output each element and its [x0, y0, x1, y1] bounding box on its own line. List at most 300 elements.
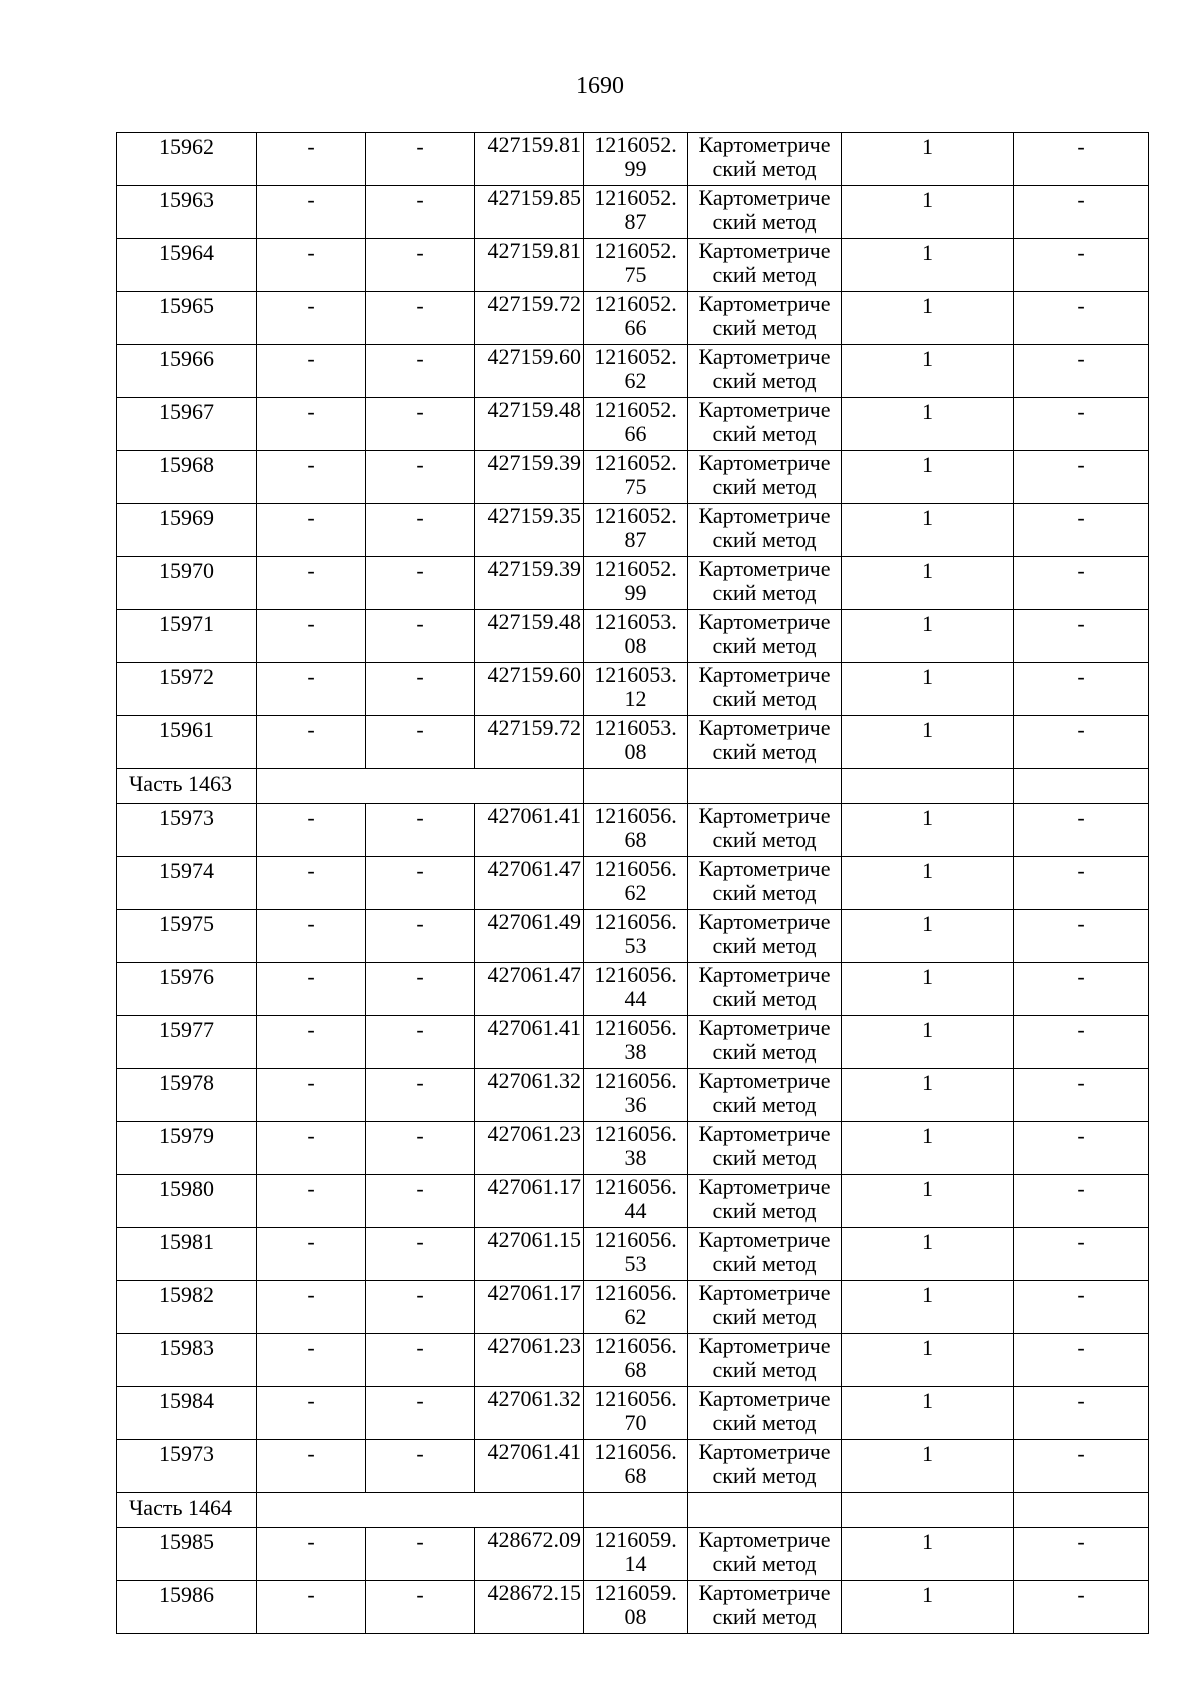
table-row	[117, 910, 1149, 963]
part-empty-cell	[257, 769, 584, 804]
coord-y-line1: 1216053.	[594, 662, 677, 687]
method-line2: ский метод	[712, 1092, 817, 1117]
coord-y	[584, 1175, 688, 1228]
method-line2: ский метод	[712, 1304, 817, 1329]
old-x: -	[257, 1175, 366, 1228]
coord-y-line2: 53	[624, 1251, 647, 1276]
method	[688, 345, 842, 398]
coord-x: 427061.41	[475, 1440, 584, 1493]
coord-y	[584, 239, 688, 292]
coord-y-line2: 68	[624, 1463, 647, 1488]
method-line2: ский метод	[712, 827, 817, 852]
accuracy: 1	[842, 910, 1014, 963]
point-number: 15961	[117, 716, 257, 769]
accuracy: 1	[842, 716, 1014, 769]
coord-y-line1: 1216059.	[594, 1580, 677, 1605]
accuracy: 1	[842, 963, 1014, 1016]
coord-y	[584, 910, 688, 963]
description: -	[1014, 716, 1149, 769]
old-y: -	[366, 1387, 475, 1440]
method-line1: Картометриче	[698, 291, 831, 316]
description: -	[1014, 857, 1149, 910]
table-row	[117, 1387, 1149, 1440]
old-y: -	[366, 133, 475, 186]
accuracy: 1	[842, 663, 1014, 716]
coord-x: 427061.41	[475, 1016, 584, 1069]
accuracy: 1	[842, 557, 1014, 610]
point-number: 15983	[117, 1334, 257, 1387]
accuracy: 1	[842, 133, 1014, 186]
accuracy: 1	[842, 1387, 1014, 1440]
method-line1: Картометриче	[698, 962, 831, 987]
description: -	[1014, 804, 1149, 857]
coord-x: 427159.81	[475, 239, 584, 292]
table-row	[117, 1228, 1149, 1281]
point-number: 15984	[117, 1387, 257, 1440]
table-row	[117, 1581, 1149, 1634]
old-x: -	[257, 451, 366, 504]
coord-y	[584, 1581, 688, 1634]
table-row	[117, 1281, 1149, 1334]
method-line2: ский метод	[712, 686, 817, 711]
coord-y	[584, 716, 688, 769]
coord-y	[584, 804, 688, 857]
part-label: Часть 1464	[117, 1493, 257, 1528]
method	[688, 186, 842, 239]
table-row	[117, 504, 1149, 557]
point-number: 15973	[117, 804, 257, 857]
method-line1: Картометриче	[698, 1580, 831, 1605]
part-empty-cell	[1014, 1493, 1149, 1528]
old-x: -	[257, 292, 366, 345]
part-empty-cell	[842, 769, 1014, 804]
old-y: -	[366, 557, 475, 610]
description: -	[1014, 345, 1149, 398]
coord-y-line1: 1216052.	[594, 291, 677, 316]
coord-y	[584, 857, 688, 910]
coord-x: 427159.39	[475, 451, 584, 504]
old-x: -	[257, 1122, 366, 1175]
method	[688, 963, 842, 1016]
method-line2: ский метод	[712, 474, 817, 499]
description: -	[1014, 1387, 1149, 1440]
coord-x: 427061.23	[475, 1334, 584, 1387]
coord-y-line2: 87	[624, 209, 647, 234]
coord-y-line1: 1216056.	[594, 856, 677, 881]
old-y: -	[366, 1016, 475, 1069]
coord-y-line2: 14	[624, 1551, 647, 1576]
old-y: -	[366, 1069, 475, 1122]
description: -	[1014, 1228, 1149, 1281]
method	[688, 1440, 842, 1493]
method	[688, 804, 842, 857]
coord-y-line1: 1216052.	[594, 450, 677, 475]
coord-y-line1: 1216052.	[594, 556, 677, 581]
method	[688, 716, 842, 769]
part-header-row	[117, 1493, 1149, 1528]
old-x: -	[257, 1228, 366, 1281]
coordinates-table	[116, 132, 1149, 1634]
old-x: -	[257, 398, 366, 451]
coord-y	[584, 1016, 688, 1069]
table-row	[117, 292, 1149, 345]
old-x: -	[257, 804, 366, 857]
coord-y-line1: 1216053.	[594, 609, 677, 634]
old-y: -	[366, 1281, 475, 1334]
method-line2: ский метод	[712, 1251, 817, 1276]
page-number: 1690	[576, 73, 624, 99]
point-number: 15975	[117, 910, 257, 963]
method	[688, 1387, 842, 1440]
method-line2: ский метод	[712, 1604, 817, 1629]
coord-y-line1: 1216052.	[594, 344, 677, 369]
method	[688, 1281, 842, 1334]
coord-y-line2: 38	[624, 1039, 647, 1064]
accuracy: 1	[842, 1069, 1014, 1122]
description: -	[1014, 910, 1149, 963]
old-y: -	[366, 1440, 475, 1493]
method-line2: ский метод	[712, 527, 817, 552]
part-empty-cell	[257, 1493, 584, 1528]
old-x: -	[257, 557, 366, 610]
method-line2: ский метод	[712, 156, 817, 181]
coord-y-line1: 1216059.	[594, 1527, 677, 1552]
method	[688, 1228, 842, 1281]
coord-x: 427061.47	[475, 857, 584, 910]
old-y: -	[366, 398, 475, 451]
coord-y-line1: 1216053.	[594, 715, 677, 740]
method-line1: Картометриче	[698, 715, 831, 740]
table-row	[117, 239, 1149, 292]
coord-x: 427061.32	[475, 1069, 584, 1122]
table-row	[117, 345, 1149, 398]
coord-y-line2: 62	[624, 880, 647, 905]
coord-x: 427061.41	[475, 804, 584, 857]
coord-y-line2: 99	[624, 580, 647, 605]
coord-y-line1: 1216056.	[594, 1015, 677, 1040]
description: -	[1014, 398, 1149, 451]
old-x: -	[257, 716, 366, 769]
description: -	[1014, 1069, 1149, 1122]
coord-y-line1: 1216052.	[594, 503, 677, 528]
table-row	[117, 1122, 1149, 1175]
accuracy: 1	[842, 398, 1014, 451]
coord-y-line1: 1216056.	[594, 962, 677, 987]
point-number: 15981	[117, 1228, 257, 1281]
accuracy: 1	[842, 1281, 1014, 1334]
point-number: 15964	[117, 239, 257, 292]
old-y: -	[366, 186, 475, 239]
method-line1: Картометриче	[698, 662, 831, 687]
method-line1: Картометриче	[698, 344, 831, 369]
old-x: -	[257, 910, 366, 963]
coord-x: 427061.49	[475, 910, 584, 963]
old-y: -	[366, 504, 475, 557]
point-number: 15973	[117, 1440, 257, 1493]
method-line1: Картометриче	[698, 1386, 831, 1411]
method	[688, 239, 842, 292]
table-row	[117, 186, 1149, 239]
method	[688, 663, 842, 716]
coord-x: 427159.35	[475, 504, 584, 557]
old-y: -	[366, 1122, 475, 1175]
coord-x: 427159.72	[475, 716, 584, 769]
method	[688, 1334, 842, 1387]
accuracy: 1	[842, 1122, 1014, 1175]
old-x: -	[257, 186, 366, 239]
method	[688, 1175, 842, 1228]
method	[688, 557, 842, 610]
coord-y-line1: 1216056.	[594, 1174, 677, 1199]
method	[688, 1122, 842, 1175]
method-line2: ский метод	[712, 1410, 817, 1435]
old-y: -	[366, 716, 475, 769]
coord-y	[584, 292, 688, 345]
old-y: -	[366, 1175, 475, 1228]
part-empty-cell	[842, 1493, 1014, 1528]
method-line1: Картометриче	[698, 556, 831, 581]
old-y: -	[366, 910, 475, 963]
point-number: 15985	[117, 1528, 257, 1581]
method	[688, 610, 842, 663]
accuracy: 1	[842, 292, 1014, 345]
point-number: 15982	[117, 1281, 257, 1334]
coord-y	[584, 133, 688, 186]
coord-x: 427061.47	[475, 963, 584, 1016]
description: -	[1014, 133, 1149, 186]
coord-y-line1: 1216056.	[594, 1121, 677, 1146]
old-y: -	[366, 610, 475, 663]
method	[688, 910, 842, 963]
coord-y-line1: 1216056.	[594, 1227, 677, 1252]
coord-x: 427159.48	[475, 398, 584, 451]
coord-y	[584, 557, 688, 610]
method-line2: ский метод	[712, 1551, 817, 1576]
part-empty-cell	[1014, 769, 1149, 804]
old-x: -	[257, 133, 366, 186]
table-row	[117, 1175, 1149, 1228]
coord-y	[584, 1528, 688, 1581]
point-number: 15967	[117, 398, 257, 451]
old-y: -	[366, 1334, 475, 1387]
table-row	[117, 716, 1149, 769]
accuracy: 1	[842, 1581, 1014, 1634]
coord-y-line2: 08	[624, 1604, 647, 1629]
method-line1: Картометриче	[698, 909, 831, 934]
method-line2: ский метод	[712, 1357, 817, 1382]
coord-x: 427159.39	[475, 557, 584, 610]
table-row	[117, 804, 1149, 857]
old-x: -	[257, 1440, 366, 1493]
coord-y-line1: 1216052.	[594, 397, 677, 422]
coord-x: 427061.17	[475, 1175, 584, 1228]
point-number: 15971	[117, 610, 257, 663]
coord-y	[584, 345, 688, 398]
description: -	[1014, 1440, 1149, 1493]
method-line1: Картометриче	[698, 1174, 831, 1199]
description: -	[1014, 1528, 1149, 1581]
method	[688, 292, 842, 345]
method	[688, 451, 842, 504]
coord-y	[584, 398, 688, 451]
old-y: -	[366, 804, 475, 857]
method-line1: Картометриче	[698, 803, 831, 828]
coord-x: 427061.15	[475, 1228, 584, 1281]
old-x: -	[257, 1528, 366, 1581]
method	[688, 857, 842, 910]
coord-y-line2: 70	[624, 1410, 647, 1435]
old-x: -	[257, 610, 366, 663]
coord-y-line2: 12	[624, 686, 647, 711]
description: -	[1014, 963, 1149, 1016]
coord-y-line2: 87	[624, 527, 647, 552]
old-y: -	[366, 857, 475, 910]
coord-y-line2: 66	[624, 315, 647, 340]
old-y: -	[366, 1228, 475, 1281]
coord-x: 427159.60	[475, 345, 584, 398]
method-line2: ский метод	[712, 262, 817, 287]
description: -	[1014, 292, 1149, 345]
coord-y	[584, 1069, 688, 1122]
old-x: -	[257, 963, 366, 1016]
coord-y-line1: 1216052.	[594, 185, 677, 210]
coord-y	[584, 663, 688, 716]
table-row	[117, 1069, 1149, 1122]
old-y: -	[366, 1528, 475, 1581]
coord-y-line1: 1216056.	[594, 909, 677, 934]
description: -	[1014, 1334, 1149, 1387]
description: -	[1014, 451, 1149, 504]
old-y: -	[366, 1581, 475, 1634]
method	[688, 398, 842, 451]
method-line1: Картометриче	[698, 185, 831, 210]
method	[688, 1069, 842, 1122]
part-label: Часть 1463	[117, 769, 257, 804]
point-number: 15962	[117, 133, 257, 186]
coord-y	[584, 186, 688, 239]
point-number: 15977	[117, 1016, 257, 1069]
accuracy: 1	[842, 1228, 1014, 1281]
method-line1: Картометриче	[698, 450, 831, 475]
coord-y-line2: 75	[624, 262, 647, 287]
point-number: 15986	[117, 1581, 257, 1634]
point-number: 15963	[117, 186, 257, 239]
point-number: 15979	[117, 1122, 257, 1175]
method-line2: ский метод	[712, 880, 817, 905]
table-row	[117, 451, 1149, 504]
point-number: 15978	[117, 1069, 257, 1122]
accuracy: 1	[842, 239, 1014, 292]
coord-x: 428672.15	[475, 1581, 584, 1634]
table-row	[117, 857, 1149, 910]
coord-x: 427159.48	[475, 610, 584, 663]
method-line2: ский метод	[712, 368, 817, 393]
coord-y-line2: 38	[624, 1145, 647, 1170]
table-row	[117, 963, 1149, 1016]
coord-x: 427159.81	[475, 133, 584, 186]
coord-x: 427061.32	[475, 1387, 584, 1440]
method-line2: ский метод	[712, 421, 817, 446]
table-row	[117, 398, 1149, 451]
old-x: -	[257, 504, 366, 557]
accuracy: 1	[842, 1528, 1014, 1581]
coord-y-line2: 68	[624, 1357, 647, 1382]
accuracy: 1	[842, 1440, 1014, 1493]
description: -	[1014, 1016, 1149, 1069]
method-line2: ский метод	[712, 580, 817, 605]
coord-y-line2: 66	[624, 421, 647, 446]
point-number: 15972	[117, 663, 257, 716]
description: -	[1014, 504, 1149, 557]
point-number: 15970	[117, 557, 257, 610]
old-x: -	[257, 1016, 366, 1069]
coord-y	[584, 610, 688, 663]
coord-y-line2: 44	[624, 986, 647, 1011]
method-line2: ский метод	[712, 1463, 817, 1488]
table-row	[117, 1016, 1149, 1069]
coord-y-line1: 1216056.	[594, 1333, 677, 1358]
table-body	[117, 133, 1149, 1634]
table-row	[117, 557, 1149, 610]
coord-y-line2: 62	[624, 368, 647, 393]
table-row	[117, 1528, 1149, 1581]
method-line1: Картометриче	[698, 1280, 831, 1305]
coord-y	[584, 451, 688, 504]
part-empty-cell	[584, 769, 688, 804]
accuracy: 1	[842, 610, 1014, 663]
coord-x: 427159.60	[475, 663, 584, 716]
coord-y-line1: 1216056.	[594, 803, 677, 828]
coord-y	[584, 963, 688, 1016]
point-number: 15980	[117, 1175, 257, 1228]
old-y: -	[366, 239, 475, 292]
coord-y-line1: 1216056.	[594, 1068, 677, 1093]
old-y: -	[366, 663, 475, 716]
description: -	[1014, 663, 1149, 716]
description: -	[1014, 610, 1149, 663]
point-number: 15968	[117, 451, 257, 504]
coord-y	[584, 1122, 688, 1175]
point-number: 15965	[117, 292, 257, 345]
accuracy: 1	[842, 1334, 1014, 1387]
description: -	[1014, 1281, 1149, 1334]
method-line2: ский метод	[712, 209, 817, 234]
description: -	[1014, 1175, 1149, 1228]
old-y: -	[366, 345, 475, 398]
coord-y	[584, 1334, 688, 1387]
method-line2: ский метод	[712, 1039, 817, 1064]
accuracy: 1	[842, 186, 1014, 239]
coord-y-line2: 08	[624, 739, 647, 764]
table-row	[117, 1334, 1149, 1387]
coord-y-line1: 1216056.	[594, 1439, 677, 1464]
method-line1: Картометриче	[698, 1015, 831, 1040]
coord-y-line2: 08	[624, 633, 647, 658]
old-x: -	[257, 1334, 366, 1387]
coord-y-line2: 99	[624, 156, 647, 181]
description: -	[1014, 1122, 1149, 1175]
method-line2: ский метод	[712, 1145, 817, 1170]
coord-y-line1: 1216052.	[594, 238, 677, 263]
method	[688, 1016, 842, 1069]
table-row	[117, 663, 1149, 716]
point-number: 15976	[117, 963, 257, 1016]
old-x: -	[257, 239, 366, 292]
coord-x: 427159.85	[475, 186, 584, 239]
old-x: -	[257, 1069, 366, 1122]
method-line1: Картометриче	[698, 238, 831, 263]
method	[688, 133, 842, 186]
